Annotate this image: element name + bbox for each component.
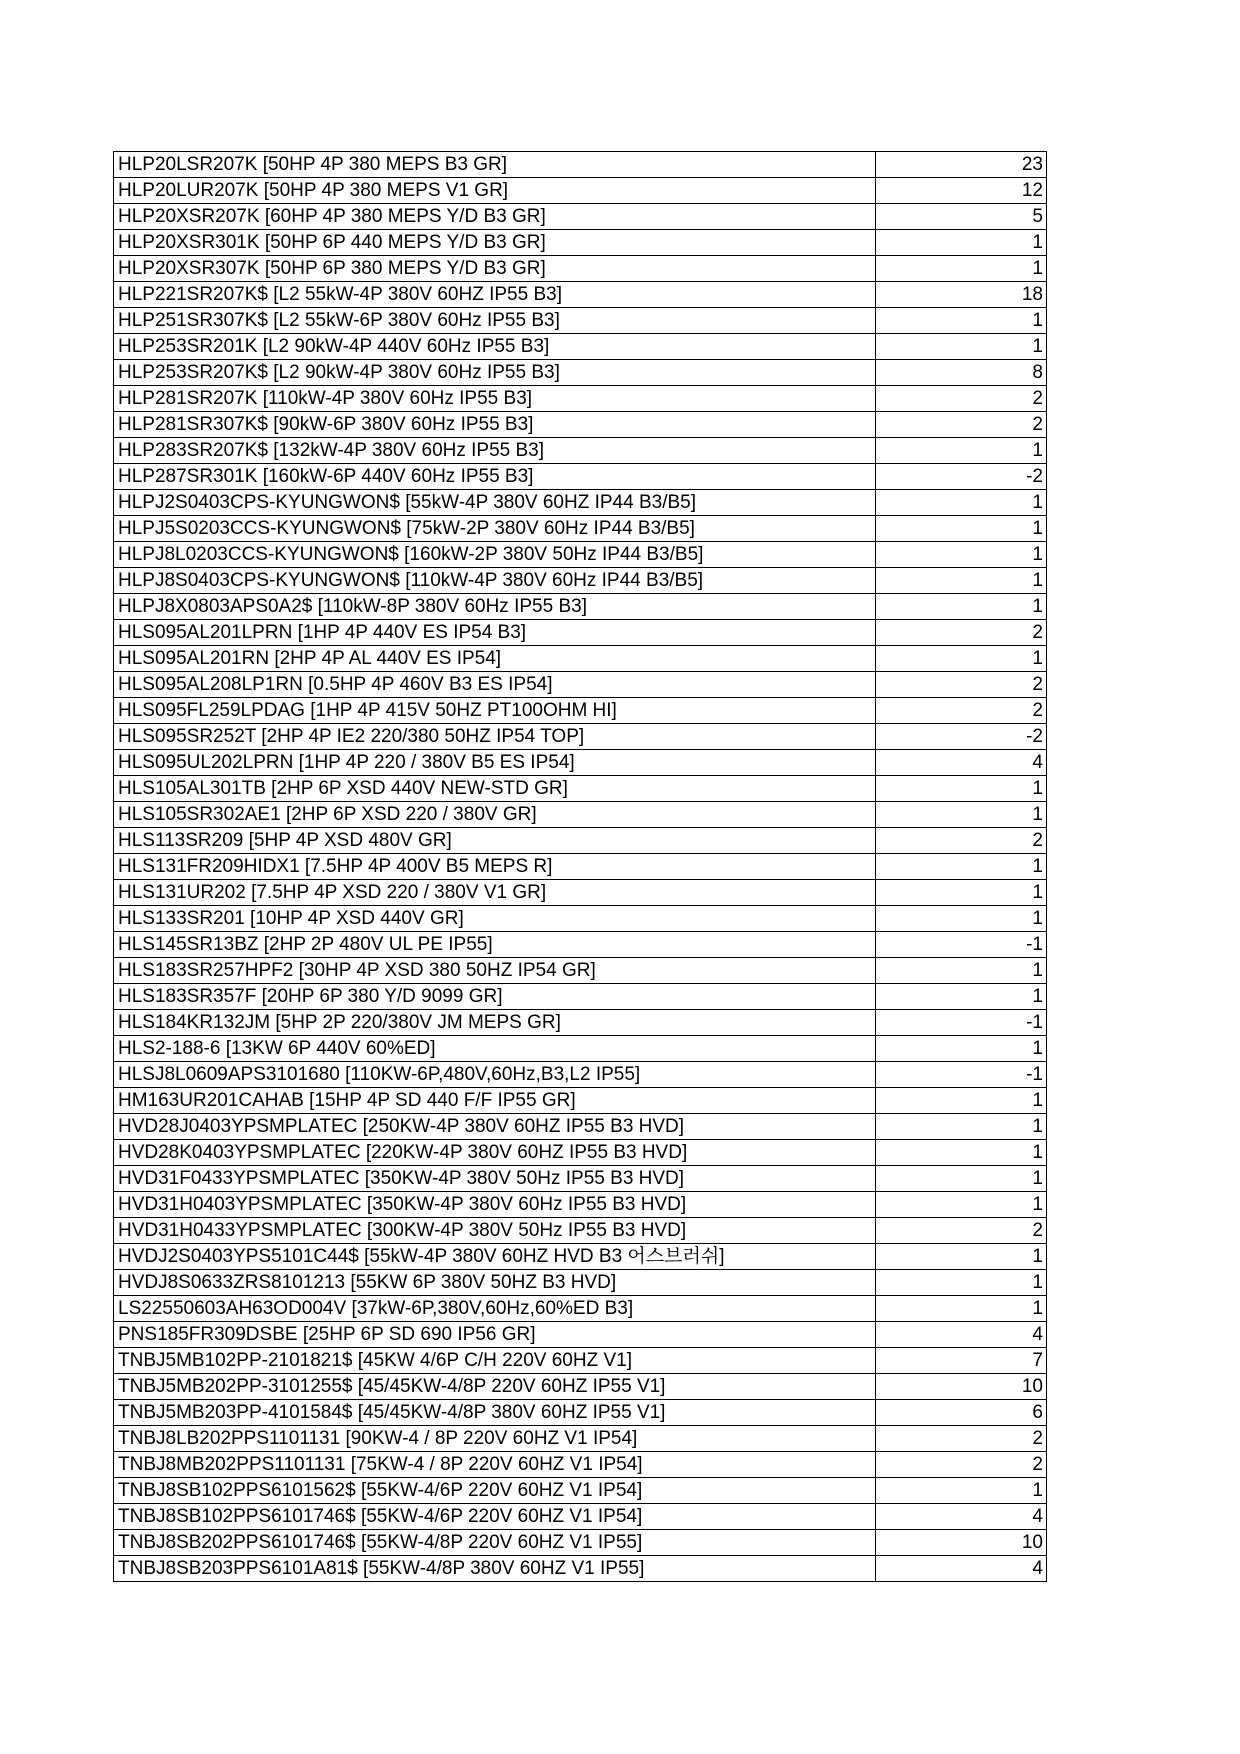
table-row: [114, 932, 1047, 958]
item-description-cell: TNBJ5MB102PP-2101821$ [45KW 4/6P C/H 220V 60HZ V1]: [114, 1348, 876, 1374]
table-row: [114, 906, 1047, 932]
table-row: [114, 724, 1047, 750]
item-quantity-cell: 1: [876, 646, 1047, 672]
item-quantity-cell: 1: [876, 1114, 1047, 1140]
item-quantity-cell: -1: [876, 932, 1047, 958]
table-row: [114, 516, 1047, 542]
item-quantity-cell: 1: [876, 490, 1047, 516]
item-description-cell: HLS183SR357F [20HP 6P 380 Y/D 9099 GR]: [114, 984, 876, 1010]
table-row: [114, 230, 1047, 256]
item-description-cell: HLP20XSR307K [50HP 6P 380 MEPS Y/D B3 GR]: [114, 256, 876, 282]
item-quantity-cell: 1: [876, 1088, 1047, 1114]
table-row: [114, 1426, 1047, 1452]
inventory-table-body: [114, 152, 1047, 1582]
item-quantity-cell: -2: [876, 464, 1047, 490]
item-description-cell: HLS095UL202LPRN [1HP 4P 220 / 380V B5 ES IP54]: [114, 750, 876, 776]
item-quantity-cell: 10: [876, 1374, 1047, 1400]
item-description-cell: HVD28K0403YPSMPLATEC [220KW-4P 380V 60HZ IP55 B3 HVD]: [114, 1140, 876, 1166]
item-description-cell: HLP253SR207K$ [L2 90kW-4P 380V 60Hz IP55 B3]: [114, 360, 876, 386]
table-row: [114, 828, 1047, 854]
table-row: [114, 984, 1047, 1010]
item-description-cell: HLS184KR132JM [5HP 2P 220/380V JM MEPS GR]: [114, 1010, 876, 1036]
item-description-cell: HLP281SR307K$ [90kW-6P 380V 60Hz IP55 B3]: [114, 412, 876, 438]
table-row: [114, 1244, 1047, 1270]
item-description-cell: HLS095FL259LPDAG [1HP 4P 415V 50HZ PT100OHM HI]: [114, 698, 876, 724]
item-quantity-cell: 1: [876, 1036, 1047, 1062]
table-row: [114, 1218, 1047, 1244]
item-description-cell: HLP251SR307K$ [L2 55kW-6P 380V 60Hz IP55 B3]: [114, 308, 876, 334]
table-row: [114, 1400, 1047, 1426]
item-description-cell: HLS105AL301TB [2HP 6P XSD 440V NEW-STD GR]: [114, 776, 876, 802]
item-description-cell: HLP281SR207K [110kW-4P 380V 60Hz IP55 B3]: [114, 386, 876, 412]
item-quantity-cell: 2: [876, 620, 1047, 646]
table-row: [114, 1374, 1047, 1400]
item-description-cell: HLP20XSR207K [60HP 4P 380 MEPS Y/D B3 GR]: [114, 204, 876, 230]
item-description-cell: HVDJ2S0403YPS5101C44$ [55kW-4P 380V 60HZ HVD B3 어스브러쉬]: [114, 1244, 876, 1270]
item-quantity-cell: 1: [876, 256, 1047, 282]
item-quantity-cell: -1: [876, 1062, 1047, 1088]
item-quantity-cell: 1: [876, 1166, 1047, 1192]
table-row: [114, 854, 1047, 880]
item-quantity-cell: 2: [876, 698, 1047, 724]
table-row: [114, 880, 1047, 906]
item-quantity-cell: 1: [876, 542, 1047, 568]
item-quantity-cell: 5: [876, 204, 1047, 230]
table-row: [114, 750, 1047, 776]
item-description-cell: HVD31H0403YPSMPLATEC [350KW-4P 380V 60Hz IP55 B3 HVD]: [114, 1192, 876, 1218]
item-description-cell: TNBJ8SB102PPS6101562$ [55KW-4/6P 220V 60HZ V1 IP54]: [114, 1478, 876, 1504]
item-description-cell: TNBJ5MB202PP-3101255$ [45/45KW-4/8P 220V 60HZ IP55 V1]: [114, 1374, 876, 1400]
item-description-cell: HLPJ2S0403CPS-KYUNGWON$ [55kW-4P 380V 60HZ IP44 B3/B5]: [114, 490, 876, 516]
item-quantity-cell: 2: [876, 1426, 1047, 1452]
item-quantity-cell: 4: [876, 750, 1047, 776]
item-quantity-cell: 1: [876, 516, 1047, 542]
table-row: [114, 1296, 1047, 1322]
item-quantity-cell: 1: [876, 776, 1047, 802]
item-description-cell: HLS095AL208LP1RN [0.5HP 4P 460V B3 ES IP54]: [114, 672, 876, 698]
item-description-cell: HLS131UR202 [7.5HP 4P XSD 220 / 380V V1 GR]: [114, 880, 876, 906]
item-description-cell: HLP283SR207K$ [132kW-4P 380V 60Hz IP55 B3]: [114, 438, 876, 464]
item-quantity-cell: 1: [876, 1244, 1047, 1270]
item-description-cell: HLS183SR257HPF2 [30HP 4P XSD 380 50HZ IP54 GR]: [114, 958, 876, 984]
item-description-cell: HVDJ8S0633ZRS8101213 [55KW 6P 380V 50HZ B3 HVD]: [114, 1270, 876, 1296]
item-quantity-cell: 1: [876, 594, 1047, 620]
item-quantity-cell: 8: [876, 360, 1047, 386]
table-row: [114, 1010, 1047, 1036]
table-row: [114, 438, 1047, 464]
table-row: [114, 360, 1047, 386]
item-quantity-cell: 4: [876, 1322, 1047, 1348]
table-row: [114, 1530, 1047, 1556]
item-description-cell: HLP221SR207K$ [L2 55kW-4P 380V 60HZ IP55 B3]: [114, 282, 876, 308]
item-quantity-cell: 4: [876, 1504, 1047, 1530]
item-quantity-cell: 2: [876, 412, 1047, 438]
item-quantity-cell: 1: [876, 984, 1047, 1010]
item-quantity-cell: 1: [876, 1140, 1047, 1166]
item-description-cell: HLS095SR252T [2HP 4P IE2 220/380 50HZ IP54 TOP]: [114, 724, 876, 750]
item-description-cell: HLP20XSR301K [50HP 6P 440 MEPS Y/D B3 GR]: [114, 230, 876, 256]
item-quantity-cell: 2: [876, 672, 1047, 698]
table-row: [114, 1062, 1047, 1088]
table-row: [114, 282, 1047, 308]
item-description-cell: TNBJ8SB102PPS6101746$ [55KW-4/6P 220V 60HZ V1 IP54]: [114, 1504, 876, 1530]
item-description-cell: PNS185FR309DSBE [25HP 6P SD 690 IP56 GR]: [114, 1322, 876, 1348]
item-quantity-cell: 2: [876, 1452, 1047, 1478]
table-row: [114, 776, 1047, 802]
item-description-cell: HM163UR201CAHAB [15HP 4P SD 440 F/F IP55 GR]: [114, 1088, 876, 1114]
table-row: [114, 490, 1047, 516]
table-row: [114, 1036, 1047, 1062]
item-quantity-cell: 1: [876, 334, 1047, 360]
inventory-table: [113, 151, 1047, 1582]
item-quantity-cell: 1: [876, 802, 1047, 828]
item-description-cell: HLS095AL201RN [2HP 4P AL 440V ES IP54]: [114, 646, 876, 672]
item-description-cell: HLPJ8L0203CCS-KYUNGWON$ [160kW-2P 380V 50Hz IP44 B3/B5]: [114, 542, 876, 568]
item-quantity-cell: 1: [876, 958, 1047, 984]
item-description-cell: HLS133SR201 [10HP 4P XSD 440V GR]: [114, 906, 876, 932]
item-quantity-cell: 2: [876, 386, 1047, 412]
item-quantity-cell: -1: [876, 1010, 1047, 1036]
table-row: [114, 646, 1047, 672]
item-description-cell: HLPJ5S0203CCS-KYUNGWON$ [75kW-2P 380V 60Hz IP44 B3/B5]: [114, 516, 876, 542]
table-row: [114, 1452, 1047, 1478]
table-row: [114, 308, 1047, 334]
item-quantity-cell: 1: [876, 308, 1047, 334]
item-quantity-cell: 2: [876, 1218, 1047, 1244]
item-description-cell: HLS095AL201LPRN [1HP 4P 440V ES IP54 B3]: [114, 620, 876, 646]
item-description-cell: HLS105SR302AE1 [2HP 6P XSD 220 / 380V GR]: [114, 802, 876, 828]
item-quantity-cell: 23: [876, 152, 1047, 178]
table-row: [114, 802, 1047, 828]
table-row: [114, 204, 1047, 230]
item-quantity-cell: 1: [876, 438, 1047, 464]
item-quantity-cell: 1: [876, 1270, 1047, 1296]
item-description-cell: HVD31F0433YPSMPLATEC [350KW-4P 380V 50Hz IP55 B3 HVD]: [114, 1166, 876, 1192]
item-description-cell: HVD31H0433YPSMPLATEC [300KW-4P 380V 50Hz IP55 B3 HVD]: [114, 1218, 876, 1244]
item-description-cell: TNBJ8SB202PPS6101746$ [55KW-4/8P 220V 60HZ V1 IP55]: [114, 1530, 876, 1556]
item-description-cell: HLP20LUR207K [50HP 4P 380 MEPS V1 GR]: [114, 178, 876, 204]
table-row: [114, 386, 1047, 412]
table-row: [114, 412, 1047, 438]
item-description-cell: TNBJ5MB203PP-4101584$ [45/45KW-4/8P 380V 60HZ IP55 V1]: [114, 1400, 876, 1426]
table-row: [114, 152, 1047, 178]
item-description-cell: TNBJ8LB202PPS1101131 [90KW-4 / 8P 220V 60HZ V1 IP54]: [114, 1426, 876, 1452]
table-row: [114, 594, 1047, 620]
table-row: [114, 620, 1047, 646]
table-row: [114, 672, 1047, 698]
table-row: [114, 1114, 1047, 1140]
item-description-cell: HLS113SR209 [5HP 4P XSD 480V GR]: [114, 828, 876, 854]
item-description-cell: HLPJ8X0803APS0A2$ [110kW-8P 380V 60Hz IP55 B3]: [114, 594, 876, 620]
table-row: [114, 1140, 1047, 1166]
item-description-cell: HLPJ8S0403CPS-KYUNGWON$ [110kW-4P 380V 60Hz IP44 B3/B5]: [114, 568, 876, 594]
table-row: [114, 464, 1047, 490]
table-row: [114, 568, 1047, 594]
item-quantity-cell: 10: [876, 1530, 1047, 1556]
table-row: [114, 958, 1047, 984]
item-quantity-cell: 7: [876, 1348, 1047, 1374]
table-row: [114, 1504, 1047, 1530]
item-description-cell: LS22550603AH63OD004V [37kW-6P,380V,60Hz,60%ED B3]: [114, 1296, 876, 1322]
item-quantity-cell: 1: [876, 568, 1047, 594]
item-description-cell: HLS2-188-6 [13KW 6P 440V 60%ED]: [114, 1036, 876, 1062]
item-description-cell: HVD28J0403YPSMPLATEC [250KW-4P 380V 60HZ IP55 B3 HVD]: [114, 1114, 876, 1140]
table-row: [114, 1192, 1047, 1218]
item-quantity-cell: 1: [876, 1192, 1047, 1218]
table-row: [114, 1348, 1047, 1374]
item-description-cell: HLP20LSR207K [50HP 4P 380 MEPS B3 GR]: [114, 152, 876, 178]
table-row: [114, 1478, 1047, 1504]
item-quantity-cell: 18: [876, 282, 1047, 308]
table-row: [114, 542, 1047, 568]
table-row: [114, 178, 1047, 204]
item-quantity-cell: 12: [876, 178, 1047, 204]
table-row: [114, 256, 1047, 282]
item-description-cell: HLSJ8L0609APS3101680 [110KW-6P,480V,60Hz,B3,L2 IP55]: [114, 1062, 876, 1088]
item-quantity-cell: 2: [876, 828, 1047, 854]
item-quantity-cell: 1: [876, 880, 1047, 906]
item-description-cell: HLP287SR301K [160kW-6P 440V 60Hz IP55 B3]: [114, 464, 876, 490]
item-quantity-cell: -2: [876, 724, 1047, 750]
item-quantity-cell: 1: [876, 1296, 1047, 1322]
item-quantity-cell: 1: [876, 854, 1047, 880]
item-description-cell: HLS131FR209HIDX1 [7.5HP 4P 400V B5 MEPS R]: [114, 854, 876, 880]
item-quantity-cell: 1: [876, 230, 1047, 256]
table-row: [114, 1270, 1047, 1296]
table-row: [114, 334, 1047, 360]
item-quantity-cell: 4: [876, 1556, 1047, 1582]
item-quantity-cell: 1: [876, 1478, 1047, 1504]
item-description-cell: HLP253SR201K [L2 90kW-4P 440V 60Hz IP55 B3]: [114, 334, 876, 360]
table-row: [114, 1322, 1047, 1348]
item-description-cell: HLS145SR13BZ [2HP 2P 480V UL PE IP55]: [114, 932, 876, 958]
table-row: [114, 1166, 1047, 1192]
table-row: [114, 1556, 1047, 1582]
item-description-cell: TNBJ8MB202PPS1101131 [75KW-4 / 8P 220V 60HZ V1 IP54]: [114, 1452, 876, 1478]
item-quantity-cell: 6: [876, 1400, 1047, 1426]
table-row: [114, 1088, 1047, 1114]
item-description-cell: TNBJ8SB203PPS6101A81$ [55KW-4/8P 380V 60HZ V1 IP55]: [114, 1556, 876, 1582]
item-quantity-cell: 1: [876, 906, 1047, 932]
table-row: [114, 698, 1047, 724]
